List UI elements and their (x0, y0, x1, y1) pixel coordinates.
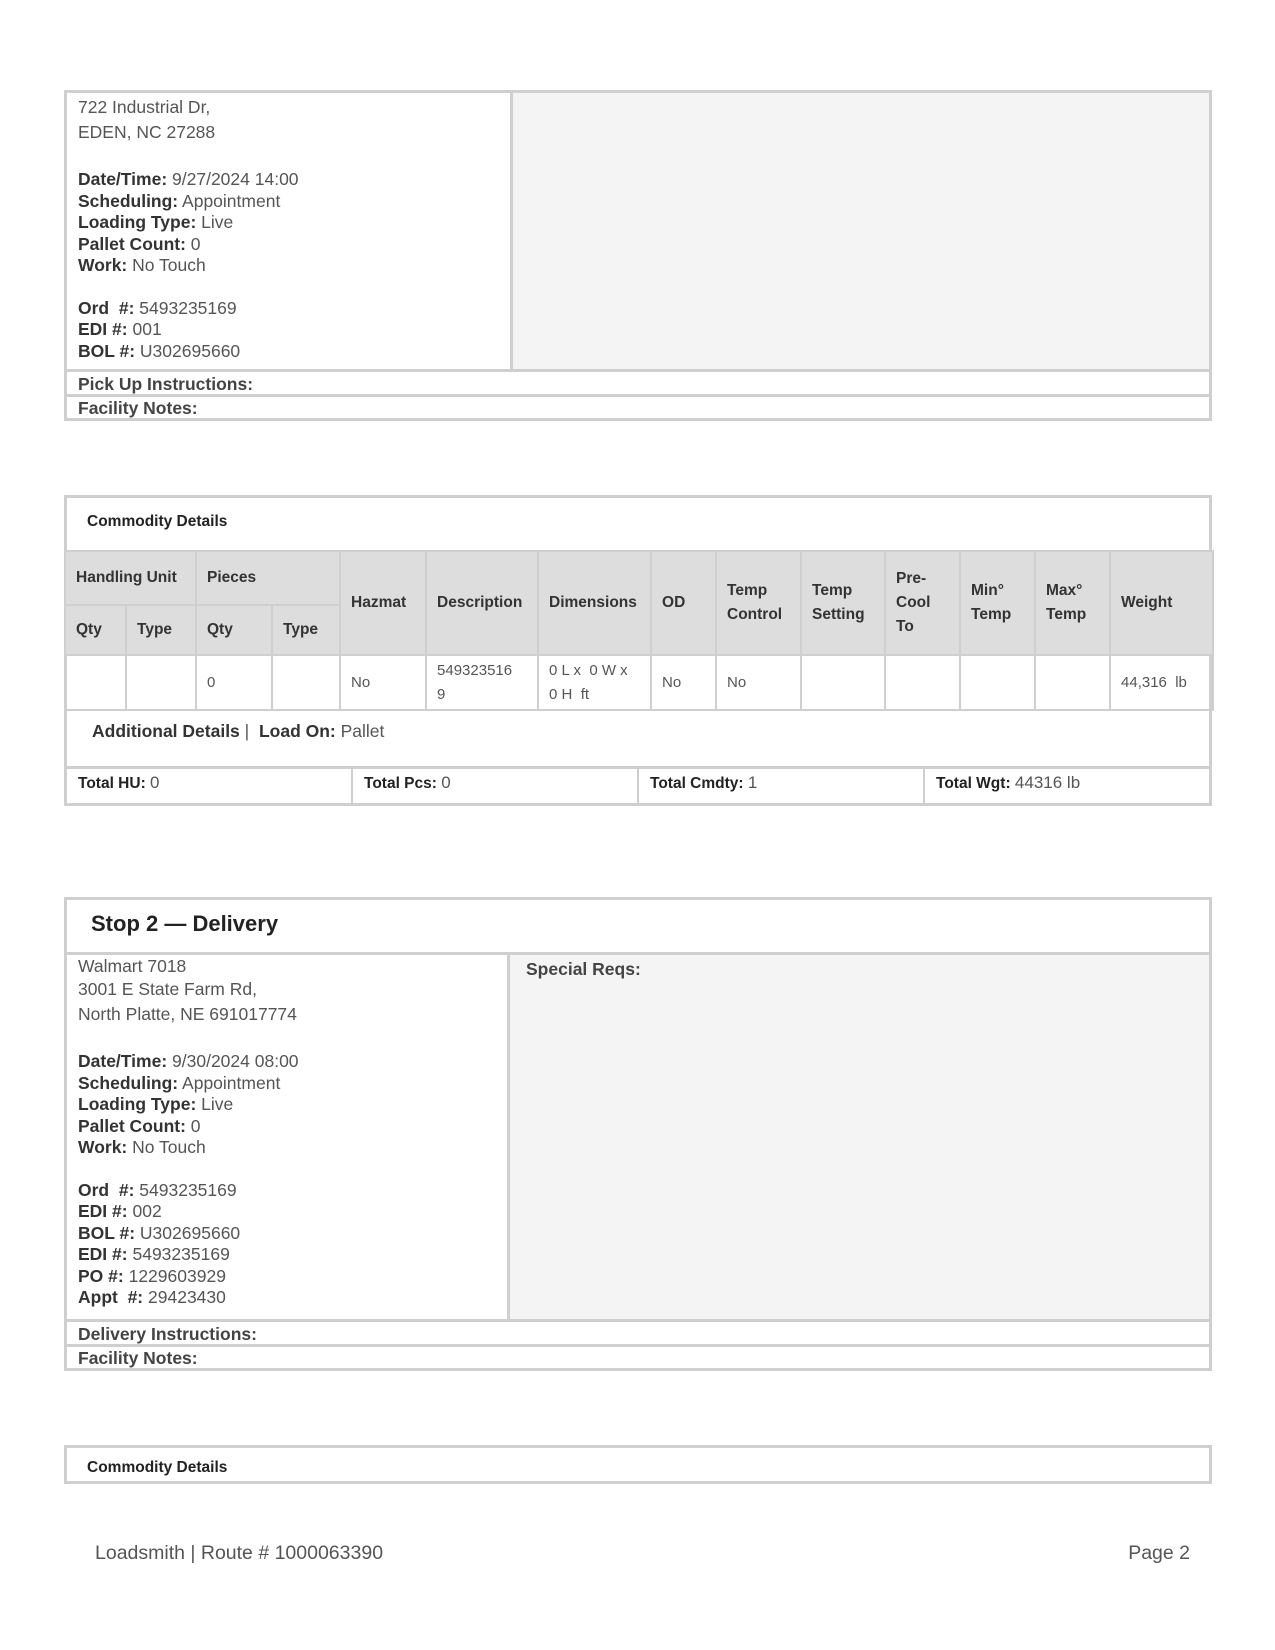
cell-max-temp (1035, 655, 1110, 710)
total-cmdty (639, 769, 925, 806)
stop2-facility-notes (67, 1344, 1209, 1368)
stop2-work-value: No Touch (132, 1137, 206, 1157)
cell-hu-type (126, 655, 196, 710)
stop2-ord-label: Ord #: (78, 1179, 135, 1200)
stop1-facility-notes (67, 394, 1209, 418)
stop1-scheduling-label: Scheduling: (78, 190, 179, 211)
cell-min-temp (960, 655, 1035, 710)
total-pcs (353, 769, 639, 806)
cell-temp-setting (801, 655, 885, 710)
stop1-card (64, 90, 1212, 421)
stop1-datetime-value: 9/27/2024 14:00 (172, 169, 299, 189)
cell-hazmat: No (340, 655, 426, 710)
stop2-bol-label: BOL #: (78, 1222, 136, 1243)
cell-description: 549323516 9 (426, 655, 538, 710)
stop2-loading-type-value: Live (201, 1094, 234, 1114)
stop2-address-panel (67, 952, 510, 1319)
stop1-address-line2: EDEN, NC 27288 (78, 122, 216, 142)
total-wgt (925, 769, 1209, 806)
stop2-datetime-label: Date/Time: (78, 1051, 168, 1071)
stop2-address-name: Walmart 7018 (78, 956, 187, 976)
load-on-value: Pallet (340, 721, 385, 741)
stop1-pallet-count-value: 0 (190, 233, 201, 254)
col-header-temp-control: Temp Control (716, 551, 801, 655)
cell-od: No (651, 655, 716, 710)
stop2-ord-value: 5493235169 (139, 1179, 237, 1200)
col-header-min-temp: Min° Temp (960, 551, 1035, 655)
total-pcs-label: Total Pcs: (364, 775, 437, 792)
stop1-facility-notes-label: Facility Notes: (78, 398, 198, 418)
cell-pc-qty: 0 (196, 655, 272, 710)
stop2-delivery-instructions-label: Delivery Instructions: (78, 1324, 257, 1344)
total-cmdty-value: 1 (747, 773, 758, 792)
col-header-hazmat: Hazmat (340, 551, 426, 655)
stop1-edi-value: 001 (132, 319, 162, 339)
stop2-appt-value: 29423430 (148, 1287, 226, 1307)
col-header-pc-qty: Qty (196, 605, 272, 655)
col-header-dimensions: Dimensions (538, 551, 651, 655)
col-header-pieces: Pieces (196, 551, 340, 605)
additional-details-separator: | (244, 721, 250, 741)
footer-route: Loadsmith | Route # 1000063390 (95, 1542, 384, 1564)
stop2-edi2-value: 5493235169 (132, 1244, 230, 1264)
stop2-facility-notes-label: Facility Notes: (78, 1348, 198, 1368)
cell-hu-qty (65, 655, 126, 710)
stop1-edi-label: EDI #: (78, 319, 128, 339)
stop1-pallet-count-label: Pallet Count: (78, 233, 186, 254)
total-hu-value: 0 (150, 773, 160, 792)
cell-pc-type (272, 655, 340, 710)
stop2-scheduling-value: Appointment (182, 1072, 281, 1093)
total-pcs-value: 0 (441, 773, 451, 792)
total-hu (67, 769, 353, 806)
stop2-special-reqs-panel (510, 952, 1209, 1319)
commodity1-table (64, 550, 1214, 711)
col-header-temp-setting: Temp Setting (801, 551, 885, 655)
stop2-title: Stop 2 — Delivery (91, 911, 279, 936)
stop2-special-reqs-label: Special Reqs: (526, 959, 641, 979)
total-wgt-value: 44316 lb (1014, 773, 1081, 792)
cell-precool (885, 655, 960, 710)
stop2-address-line2: North Platte, NE 691017774 (78, 1004, 297, 1024)
table-row (65, 655, 1213, 710)
stop2-appt-label: Appt #: (78, 1287, 144, 1307)
stop1-pickup-instructions-label: Pick Up Instructions: (78, 374, 254, 394)
commodity2-card (64, 1445, 1212, 1484)
stop1-datetime-label: Date/Time: (78, 169, 168, 189)
cell-dimensions: 0 L x 0 W x 0 H ft (538, 655, 651, 710)
commodity1-title: Commodity Details (87, 513, 228, 530)
stop2-bol-value: U302695660 (139, 1222, 241, 1243)
stop1-pickup-instructions (67, 369, 1209, 394)
stop1-loading-type-value: Live (201, 212, 234, 232)
col-header-pc-type: Type (272, 605, 340, 655)
stop2-delivery-instructions (67, 1319, 1209, 1344)
stop2-datetime-value: 9/30/2024 08:00 (172, 1051, 299, 1071)
total-wgt-label: Total Wgt: (936, 775, 1011, 792)
load-on-label: Load On: (258, 721, 336, 741)
cell-temp-control: No (716, 655, 801, 710)
col-header-hu-qty: Qty (65, 605, 126, 655)
commodity2-title: Commodity Details (87, 1459, 228, 1476)
commodity1-table-wrap (64, 550, 1212, 711)
stop2-pallet-count-label: Pallet Count: (78, 1115, 186, 1136)
stop2-pallet-count-value: 0 (190, 1115, 201, 1136)
stop2-po-label: PO #: (78, 1265, 124, 1286)
stop1-scheduling-value: Appointment (182, 190, 281, 211)
col-header-weight: Weight (1110, 551, 1213, 655)
stop1-address-panel (67, 93, 513, 369)
col-header-handling-unit: Handling Unit (65, 551, 196, 605)
stop1-bol-label: BOL #: (78, 340, 136, 361)
totals-row (67, 766, 1209, 806)
stop1-special-panel (513, 93, 1209, 369)
commodity1-card (64, 495, 1212, 806)
stop2-edi-value: 002 (132, 1201, 162, 1221)
col-header-max-temp: Max° Temp (1035, 551, 1110, 655)
stop2-loading-type-label: Loading Type: (78, 1094, 197, 1114)
col-header-precool: Pre- Cool To (885, 551, 960, 655)
stop2-edi-label: EDI #: (78, 1201, 128, 1221)
stop1-work-value: No Touch (132, 255, 206, 275)
stop2-edi2-label: EDI #: (78, 1244, 128, 1264)
stop2-po-value: 1229603929 (128, 1265, 226, 1286)
cell-weight: 44,316 lb (1110, 655, 1213, 710)
stop1-work-label: Work: (78, 255, 128, 275)
col-header-hu-type: Type (126, 605, 196, 655)
stop1-ord-label: Ord #: (78, 297, 135, 318)
footer-page-number: Page 2 (1128, 1542, 1190, 1564)
additional-details (92, 721, 384, 742)
col-header-description: Description (426, 551, 538, 655)
stop2-scheduling-label: Scheduling: (78, 1072, 179, 1093)
col-header-od: OD (651, 551, 716, 655)
stop2-address-line1: 3001 E State Farm Rd, (78, 979, 257, 999)
total-hu-label: Total HU: (78, 775, 146, 792)
additional-details-label: Additional Details (92, 721, 240, 741)
stop2-card (64, 897, 1212, 1371)
stop1-address-line1: 722 Industrial Dr, (78, 97, 211, 117)
stop1-loading-type-label: Loading Type: (78, 212, 197, 232)
stop1-bol-value: U302695660 (139, 340, 241, 361)
stop1-ord-value: 5493235169 (139, 297, 237, 318)
stop2-work-label: Work: (78, 1137, 128, 1157)
total-cmdty-label: Total Cmdty: (650, 775, 744, 792)
